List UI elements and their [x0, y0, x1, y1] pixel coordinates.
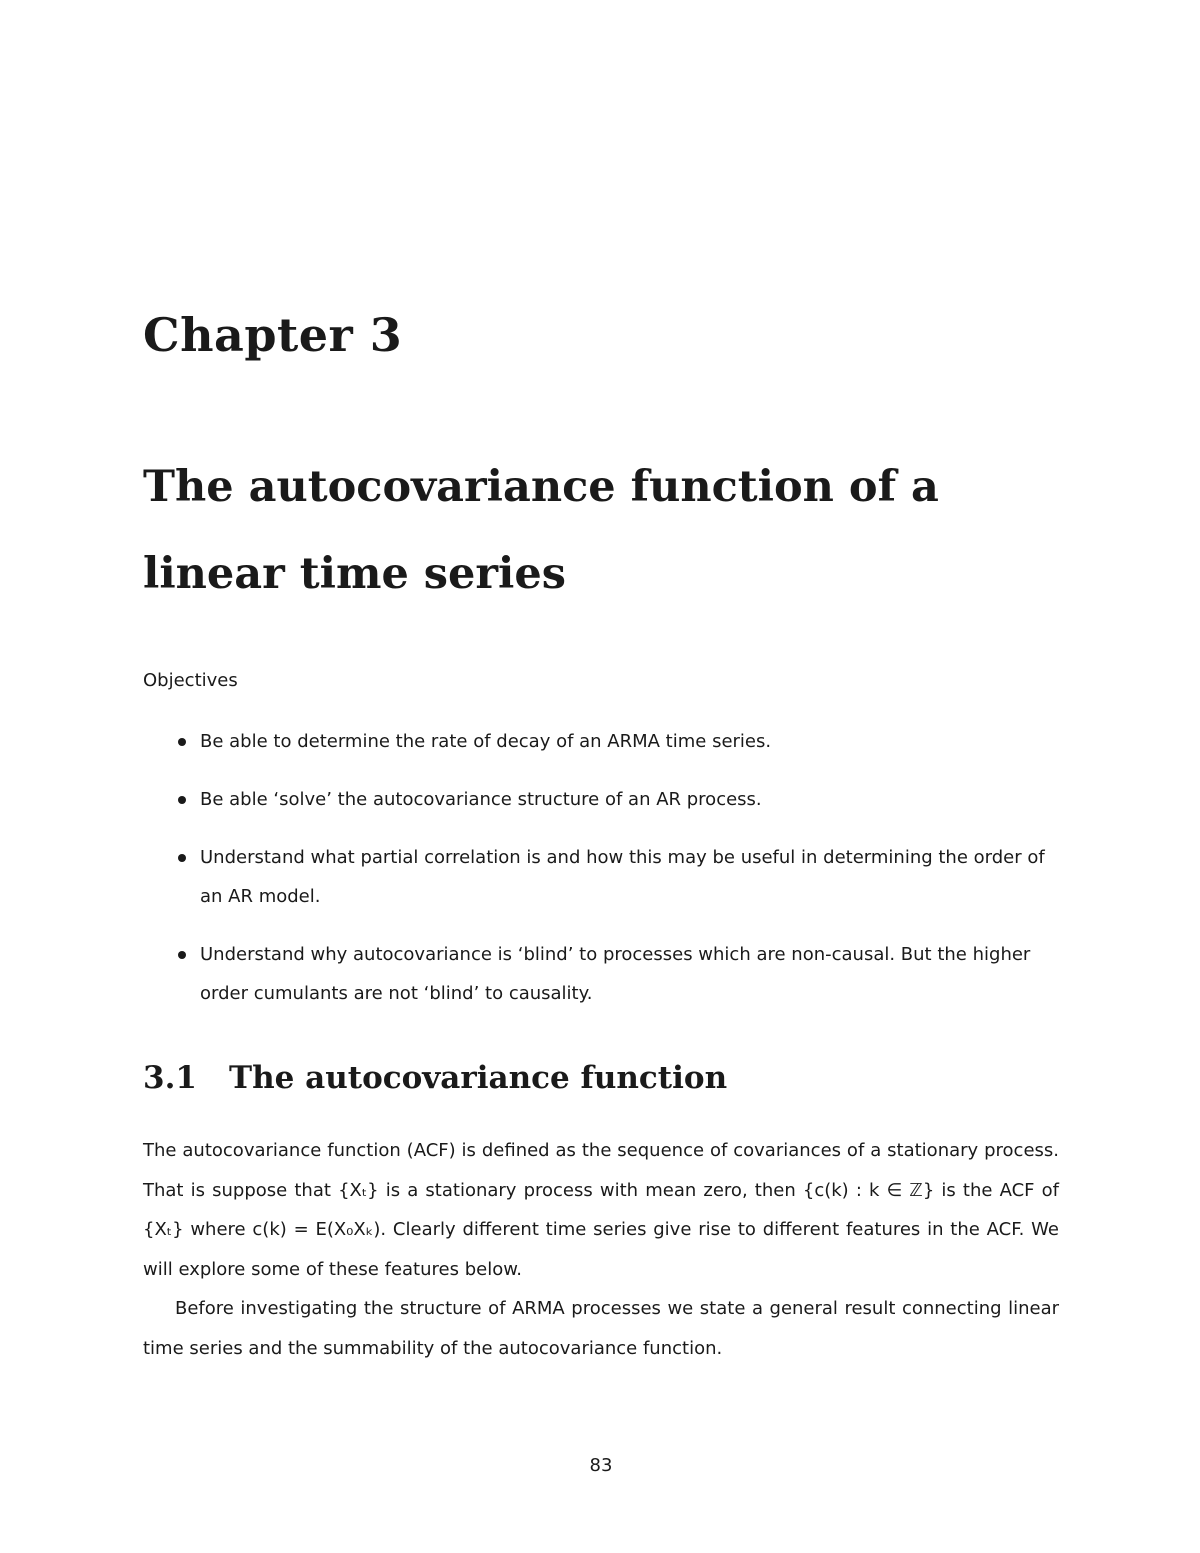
bullet-icon	[178, 951, 186, 959]
chapter-label: Chapter 3	[143, 308, 403, 362]
list-item	[143, 780, 1059, 819]
objective-text: Be able to determine the rate of decay of an ARMA time series.	[200, 731, 772, 752]
section-number: 3.1	[143, 1060, 197, 1096]
objectives-heading: Objectives	[143, 670, 238, 691]
section-body	[143, 1131, 1059, 1369]
objectives-list	[143, 722, 1059, 1032]
bullet-icon	[178, 796, 186, 804]
section-heading	[143, 1060, 727, 1097]
objective-text: Understand why autocovariance is ‘blind’ to processes which are non-causal. But the higher order cumulants are not ‘blind’ to causality.	[200, 944, 1031, 1004]
chapter-title	[143, 444, 1059, 618]
bullet-icon	[178, 738, 186, 746]
section-title: The autocovariance function	[229, 1060, 728, 1096]
page-number: 83	[589, 1455, 613, 1476]
chapter-title-line-1: The autocovariance function of a	[143, 462, 939, 512]
page	[143, 0, 1059, 1553]
paragraph-arma-intro: Before investigating the structure of ARMA processes we state a general result connecting linear time series and the summability of the autocovariance function.	[143, 1298, 1059, 1359]
objective-text: Understand what partial correlation is and how this may be useful in determining the order of an AR model.	[200, 847, 1045, 907]
list-item	[143, 722, 1059, 761]
list-item	[143, 935, 1059, 1013]
bullet-icon	[178, 854, 186, 862]
objective-text: Be able ‘solve’ the autocovariance structure of an AR process.	[200, 789, 762, 810]
list-item	[143, 838, 1059, 916]
chapter-title-line-2: linear time series	[143, 549, 566, 599]
paragraph-acf-definition: The autocovariance function (ACF) is defined as the sequence of covariances of a stationary process. That is suppose that {Xₜ} is a stationary process with mean zero, then {c(k) : k ∈ ℤ} is the ACF of {Xₜ} where c(k) = E(X₀Xₖ). Clearly different time series give rise to different features in the ACF. We will explore some of these features below.	[143, 1140, 1059, 1280]
